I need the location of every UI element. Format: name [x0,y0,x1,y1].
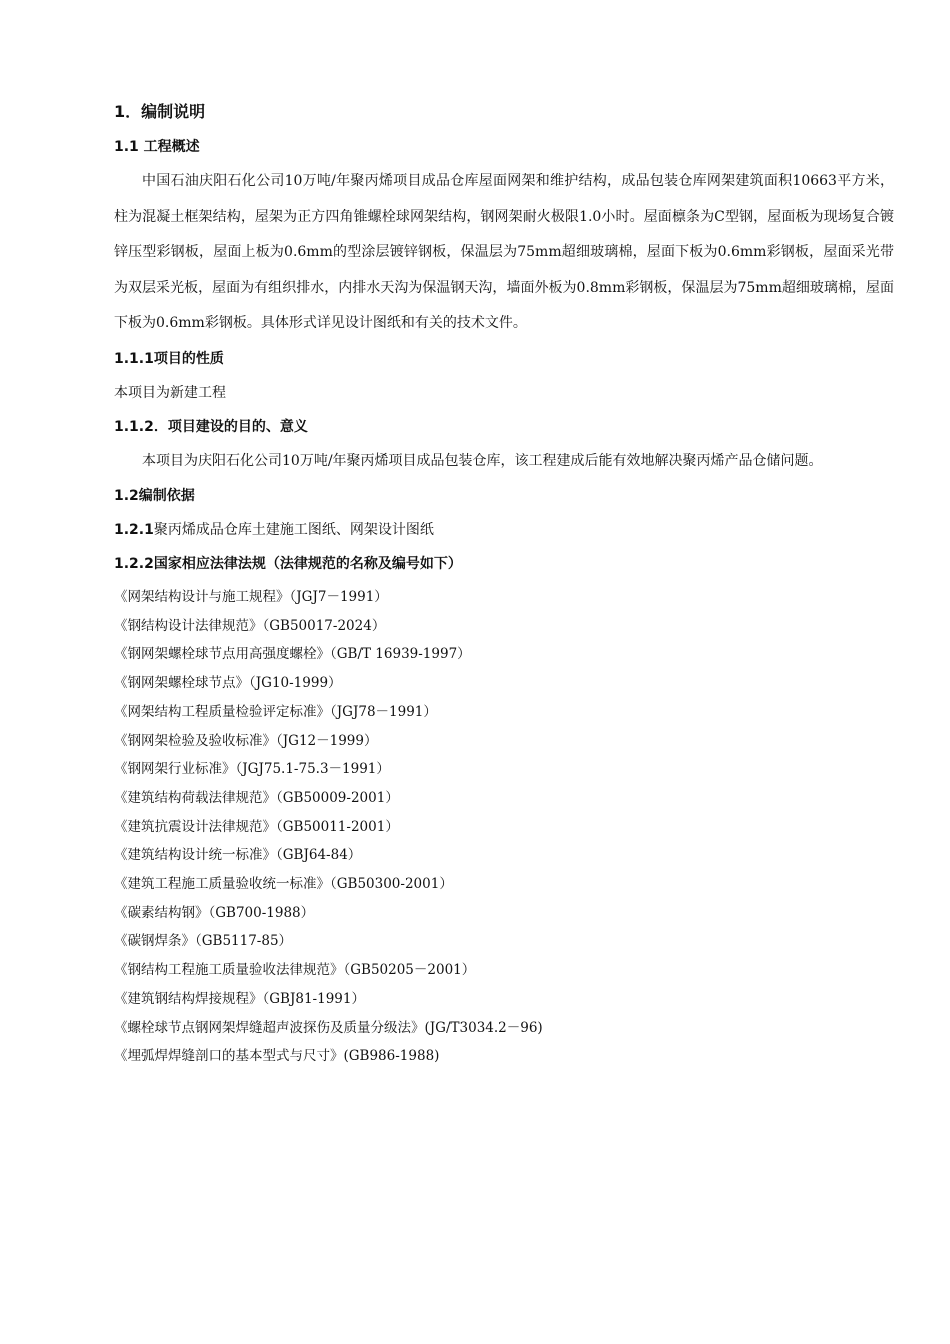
section-heading-1: 1．编制说明 [114,102,206,121]
section-heading-1-1-1: 1.1.1项目的性质 [114,350,224,367]
reference-item: 《钢网架检验及验收标准》（JG12－1999） [114,732,378,749]
reference-item: 《钢结构设计法律规范》（GB50017-2024） [114,617,386,634]
reference-item: 《网架结构工程质量检验评定标准》（JGJ78－1991） [114,703,437,720]
reference-item: 《建筑工程施工质量验收统一标准》（GB50300-2001） [114,876,453,893]
reference-item: 《碳素结构钢》（GB700-1988） [114,904,315,921]
section-heading-1-2-2: 1.2.2国家相应法律法规（法律规范的名称及编号如下） [114,556,462,572]
project-overview-paragraph: 中国石油庆阳石化公司10万吨/年聚丙烯项目成品仓库屋面网架和维护结构，成品包装仓库网架建筑面积10663平方米，柱为混凝土框架结构，屋架为正方四角锥螺栓球网架结构，钢网架耐火极限1.0小时。屋面檩条为C型钢，屋面板为现场复合镀锌压型彩钢板，屋面上板为0.6mm的型涂层镀锌钢板，保温层为75mm超细玻璃棉，屋面下板为0.6mm彩钢板，屋面采光带为双层采光板，屋面为有组织排水，内排水天沟为保温钢天沟，墙面外板为0.8mm彩钢板，保温层为75mm超细玻璃棉，屋面下板为0.6mm彩钢板。具体形式详见设计图纸和有关的技术文件。 [114,173,894,331]
section-heading-1-2-1 [114,513,894,547]
reference-item: 《螺栓球节点钢网架焊缝超声波探伤及质量分级法》(JG/T3034.2－96) [114,1019,543,1036]
section-heading-1-2: 1.2编制依据 [114,488,195,504]
reference-item: 《建筑抗震设计法律规范》（GB50011-2001） [114,818,399,835]
reference-item: 《埋弧焊焊缝剖口的基本型式与尺寸》(GB986-1988) [114,1048,440,1065]
reference-item: 《钢网架螺栓球节点用高强度螺栓》（GB/T 16939-1997） [114,646,471,663]
reference-item: 《钢网架行业标准》（JGJ75.1-75.3－1991） [114,761,390,778]
reference-item: 《钢网架螺栓球节点》（JG10-1999） [114,675,342,692]
project-nature-text: 本项目为新建工程 [114,384,226,401]
document-page [114,96,894,1071]
section-heading-1-1-2: 1.1.2．项目建设的目的、意义 [114,418,308,435]
reference-item: 《建筑钢结构焊接规程》（GBJ81-1991） [114,990,365,1007]
section-number-1-2-1: 1.2.1 [114,522,154,538]
section-heading-1-1: 1.1 工程概述 [114,139,200,155]
project-purpose-paragraph: 本项目为庆阳石化公司10万吨/年聚丙烯项目成品包装仓库，该工程建成后能有效地解决聚丙烯产品仓储问题。 [142,452,823,469]
standards-reference-list [114,583,894,1071]
reference-item: 《钢结构工程施工质量验收法律规范》（GB50205－2001） [114,962,476,979]
reference-item: 《碳钢焊条》（GB5117-85） [114,933,293,950]
reference-item: 《建筑结构设计统一标准》（GBJ64-84） [114,847,362,864]
section-text-1-2-1: 聚丙烯成品仓库土建施工图纸、网架设计图纸 [153,522,434,538]
reference-item: 《建筑结构荷载法律规范》（GB50009-2001） [114,789,399,806]
reference-item: 《网架结构设计与施工规程》（JGJ7－1991） [114,589,388,605]
